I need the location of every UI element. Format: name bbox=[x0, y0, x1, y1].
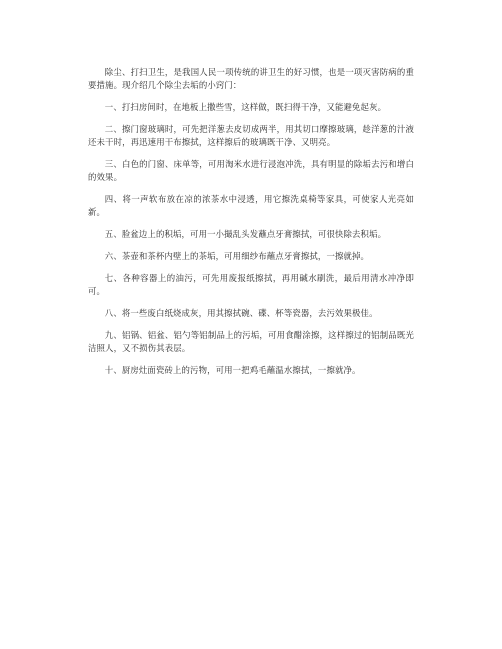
tip-paragraph-10: 十、厨房灶面瓷砖上的污物，可用一把鸡毛蘸温水擦拭，一擦就净。 bbox=[104, 365, 361, 375]
document-body bbox=[88, 66, 414, 386]
tip-paragraph-9: 九、铝锅、铝盆、铝勺等铝制品上的污垢，可用食醋涂擦，这样擦过的铝制品既光洁照人，又不损伤其表层。 bbox=[88, 330, 414, 353]
tip-paragraph-8: 八、将一些废白纸烧成灰，用其擦拭碗、碟、杯等瓷器，去污效果极佳。 bbox=[104, 308, 378, 318]
tip-paragraph-3: 三、白色的门窗、床单等，可用淘米水进行浸泡冲洗，具有明显的除垢去污和增白的效果。 bbox=[88, 159, 414, 182]
tip-paragraph-2: 二、擦门窗玻璃时，可先把洋葱去皮切成两半，用其切口摩擦玻璃，趁洋葱的汁液还未干时，再迅速用干布擦拭，这样擦后的玻璃既干净、又明亮。 bbox=[88, 124, 414, 147]
tip-paragraph-4: 四、将一声软布放在凉的浓茶水中浸透，用它擦洗桌椅等家具，可使家人光亮如新。 bbox=[88, 194, 414, 217]
tip-paragraph-5: 五、脸盆边上的积垢，可用一小撮乱头发蘸点牙膏擦拭，可很快除去积垢。 bbox=[104, 229, 387, 239]
intro-paragraph: 除尘、打扫卫生，是我国人民一项传统的讲卫生的好习惯，也是一项灭害防病的重要措施。现介绍几个除尘去垢的小窍门： bbox=[88, 67, 414, 90]
tip-paragraph-1: 一、打扫房间时，在地板上撒些雪，这样做，既扫得干净，又能避免起灰。 bbox=[104, 102, 387, 112]
tip-paragraph-7: 七、各种容器上的油污，可先用废报纸擦拭，再用碱水刷洗，最后用清水冲净即可。 bbox=[88, 273, 414, 296]
tip-paragraph-6: 六、茶壶和茶杯内壁上的茶垢，可用细纱布蘸点牙膏擦拭，一擦就掉。 bbox=[104, 251, 370, 261]
